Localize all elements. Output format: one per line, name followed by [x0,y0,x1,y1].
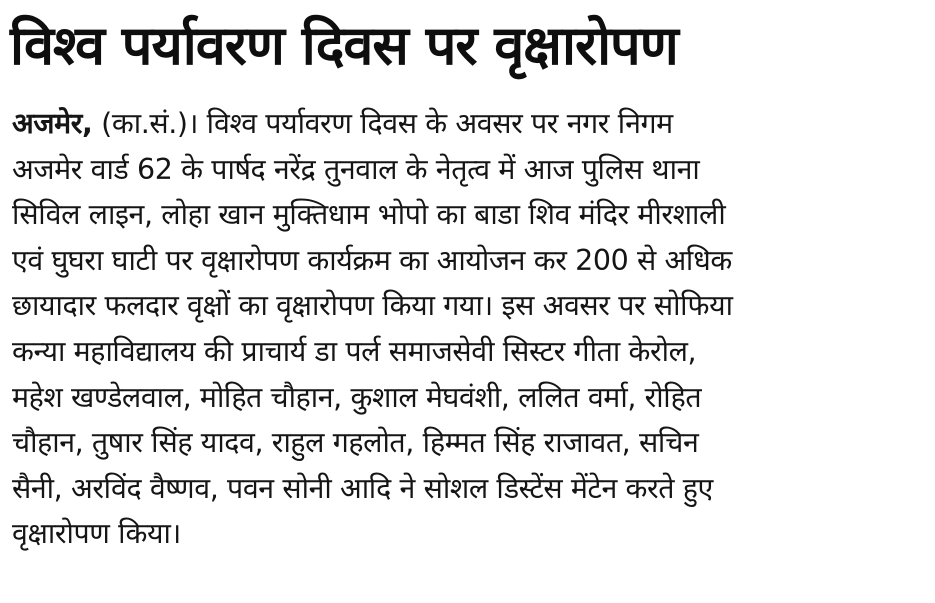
article-line [12,101,927,147]
article-line-text: (का.सं.)। विश्व पर्यावरण दिवस के अवसर पर नगर निगम [92,107,673,140]
article-line: अजमेर वार्ड 62 के पार्षद नरेंद्र तुनवाल के नेतृत्व में आज पुलिस थाना [12,152,700,186]
headline: विश्व पर्यावरण दिवस पर वृक्षारोपण [10,14,678,77]
article-line: एवं घुघरा घाटी पर वृक्षारोपण कार्यक्रम का आयोजन कर 200 से अधिक [12,243,732,277]
article-line: सिविल लाइन, लोहा खान मुक्तिधाम भोपो का बाडा शिव मंदिर मीरशाली [12,198,726,232]
article-line: सैनी, अरविंद वैष्णव, पवन सोनी आदि ने सोशल डिस्टेंस मेंटेन करते हुए [12,471,713,505]
article-body [12,101,927,557]
article-line: महेश खण्डेलवाल, मोहित चौहान, कुशाल मेघवंशी, ललित वर्मा, रोहित [12,380,702,414]
article-line: वृक्षारोपण किया। [12,517,181,551]
article-line: कन्या महाविद्यालय की प्राचार्य डा पर्ल समाजसेवी सिस्टर गीता केरोल, [12,334,697,368]
dateline: अजमेर, [12,107,93,140]
article-line: चौहान, तुषार सिंह यादव, राहुल गहलोत, हिम्मत सिंह राजावत, सचिन [12,426,699,460]
article-line: छायादार फलदार वृक्षों का वृक्षारोपण किया गया। इस अवसर पर सोफिया [12,289,733,323]
